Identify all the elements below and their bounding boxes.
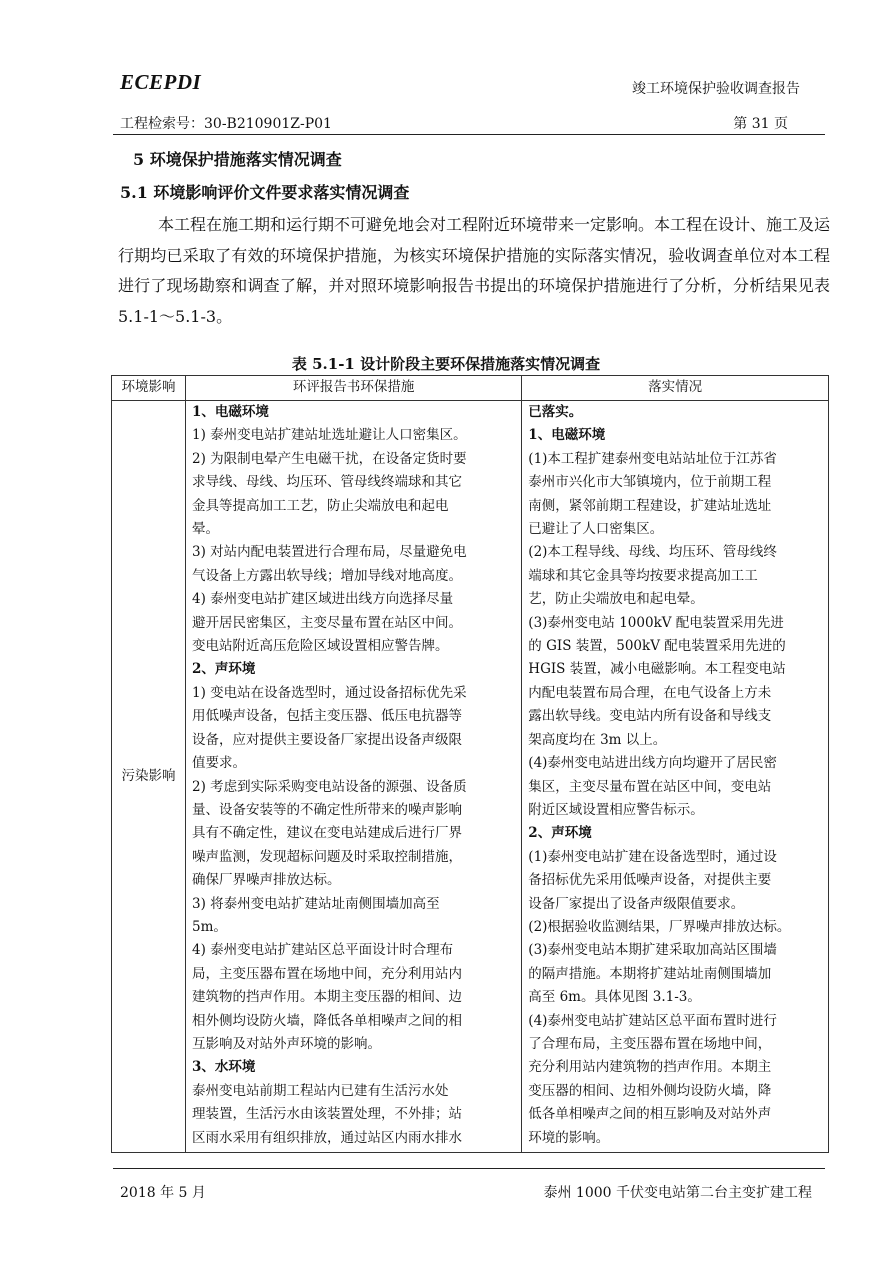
status-line: 设备厂家提出了设备声级限值要求。 [528, 895, 745, 912]
measure-line: 2) 为限制电晕产生电磁干扰，在设备定货时要 [192, 450, 467, 467]
section-heading: 5 环境保护措施落实情况调查 [133, 150, 342, 169]
status-line: 1、电磁环境 [528, 427, 606, 444]
status-line: (4)泰州变电站进出线方向均避开了居民密 [528, 755, 777, 772]
intro-paragraph: 本工程在施工期和运行期不可避免地会对工程附近环境带来一定影响。本工程在设计、施工及运行期均已采取了有效的环境保护措施，为核实环境保护措施的实际落实情况，验收调查单位对本工程进行了现场勘察和调查了解，并对照环境影响报告书提出的环境保护措施进行了分析，分析结果见表 5.1-1～5.1-3。 [118, 215, 831, 326]
measure-line: 1) 变电站在设备选型时，通过设备招标优先采 [192, 684, 467, 701]
subsection-heading: 5.1 环境影响评价文件要求落实情况调查 [120, 183, 410, 202]
measure-line: 避开居民密集区，主变尽量布置在站区中间。 [192, 614, 463, 631]
company-logo: ECEPDI [120, 70, 202, 94]
header-measures: 环评报告书环保措施 [186, 376, 522, 401]
table-caption: 表 5.1-1 设计阶段主要环保措施落实情况调查 [291, 355, 601, 373]
footer-project-name: 泰州 1000 千伏变电站第二台主变扩建工程 [543, 1185, 812, 1201]
status-line: 充分利用站内建筑物的挡声作用。本期主 [528, 1059, 772, 1076]
measure-line: 用低噪声设备，包括主变压器、低压电抗器等 [192, 708, 463, 725]
status-line: 已避让了人口密集区。 [528, 521, 664, 538]
measure-line: 相外侧均设防火墙，降低各单相噪声之间的相 [192, 1012, 463, 1029]
measure-line: 2、声环境 [192, 661, 256, 678]
measure-line: 2) 考虑到实际采购变电站设备的源强、设备质 [192, 778, 467, 795]
measure-line: 3、水环境 [192, 1059, 256, 1076]
footer-date: 2018 年 5 月 [120, 1185, 206, 1201]
measures-table [111, 375, 829, 1153]
status-line: 备招标优先采用低噪声设备，对提供主要 [528, 872, 772, 889]
page-number: 第 31 页 [733, 116, 788, 132]
measure-line: 变电站附近高压危险区域设置相应警告牌。 [192, 638, 449, 655]
status-line: 泰州市兴化市大邹镇境内，位于前期工程 [528, 474, 772, 491]
status-line: 露出软导线。变电站内所有设备和导线支 [528, 708, 772, 725]
status-line: 的隔声措施。本期将扩建站址南侧围墙加 [528, 965, 772, 982]
measure-line: 求导线、母线、均压环、管母线终端球和其它 [192, 474, 463, 491]
status-line: (2)本工程导线、母线、均压环、管母线终 [528, 544, 777, 561]
header-divider [113, 134, 825, 135]
measure-line: 3) 将泰州变电站扩建站址南侧围墙加高至 [192, 895, 440, 912]
status-line: 已落实。 [528, 404, 583, 420]
table-header-row [112, 376, 829, 401]
measure-line: 噪声监测，发现超标问题及时采取控制措施， [192, 848, 463, 865]
measure-line: 金具等提高加工工艺，防止尖端放电和起电 [192, 497, 449, 514]
impact-category: 污染影响 [112, 401, 186, 1153]
status-line: 2、声环境 [528, 825, 592, 842]
measure-line: 理装置，生活污水由该装置处理，不外排；站 [192, 1106, 463, 1123]
measure-line: 5m。 [192, 918, 227, 935]
measure-line: 建筑物的挡声作用。本期主变压器的相间、边 [192, 989, 463, 1006]
status-line: 变压器的相间、边相外侧均设防火墙，降 [528, 1082, 772, 1099]
measures-cell [186, 401, 522, 1153]
status-line: (1)本工程扩建泰州变电站站址位于江苏省 [528, 450, 777, 467]
status-line: 端球和其它金具等均按要求提高加工工 [528, 567, 758, 584]
status-line: 架高度均在 3m 以上。 [528, 731, 667, 748]
document-title: 竣工环境保护验收调查报告 [632, 81, 800, 97]
status-line: 低各单相噪声之间的相互影响及对站外声 [528, 1106, 772, 1123]
measure-line: 局，主变压器布置在场地中间，充分利用站内 [192, 965, 463, 982]
measure-line: 量、设备安装等的不确定性所带来的噪声影响 [192, 801, 463, 818]
status-line: 的 GIS 装置，500kV 配电装置采用先进的 [528, 638, 786, 655]
status-line: 高至 6m。具体见图 3.1-3。 [528, 989, 701, 1006]
measure-line: 1) 泰州变电站扩建站址选址避让人口密集区。 [192, 427, 467, 444]
measure-line: 具有不确定性，建议在变电站建成后进行厂界 [192, 825, 463, 842]
status-line: HGIS 装置，减小电磁影响。本工程变电站 [528, 661, 786, 678]
table-row [112, 401, 829, 1153]
measure-line: 值要求。 [192, 755, 247, 772]
status-line: (2)根据验收监测结果，厂界噪声排放达标。 [528, 918, 791, 935]
measure-line: 泰州变电站前期工程站内已建有生活污水处 [192, 1082, 449, 1099]
status-line: 环境的影响。 [528, 1129, 610, 1146]
footer-divider [113, 1168, 825, 1169]
status-line: (1)泰州变电站扩建在设备选型时，通过设 [528, 848, 777, 865]
measure-line: 1、电磁环境 [192, 404, 269, 420]
status-line: 南侧，紧邻前期工程建设，扩建站址选址 [528, 497, 772, 514]
project-id: 工程检索号：30-B210901Z-P01 [120, 116, 332, 132]
measure-line: 3) 对站内配电装置进行合理布局，尽量避免电 [192, 544, 467, 561]
header-status: 落实情况 [522, 376, 829, 401]
measure-line: 互影响及对站外声环境的影响。 [192, 1035, 382, 1052]
status-line: 了合理布局，主变压器布置在场地中间， [528, 1035, 772, 1052]
status-line: (3)泰州变电站本期扩建采取加高站区围墙 [528, 942, 777, 959]
status-line: 艺，防止尖端放电和起电晕。 [528, 591, 704, 608]
measure-line: 区雨水采用有组织排放，通过站区内雨水排水 [192, 1129, 463, 1146]
status-line: 内配电装置布局合理，在电气设备上方未 [528, 684, 772, 701]
status-line: 附近区域设置相应警告标示。 [528, 801, 704, 818]
measure-line: 4) 泰州变电站扩建区域进出线方向选择尽量 [192, 591, 454, 608]
status-line: (4)泰州变电站扩建站区总平面布置时进行 [528, 1012, 777, 1029]
measure-line: 设备，应对提供主要设备厂家提出设备声级限 [192, 731, 463, 748]
measure-line: 气设备上方露出软导线；增加导线对地高度。 [192, 567, 463, 584]
measure-line: 4) 泰州变电站扩建站区总平面设计时合理布 [192, 942, 454, 959]
status-line: (3)泰州变电站 1000kV 配电装置采用先进 [528, 614, 784, 631]
header-impact: 环境影响 [112, 376, 186, 401]
measure-line: 晕。 [192, 521, 220, 538]
status-line: 集区，主变尽量布置在站区中间，变电站 [528, 778, 772, 795]
status-cell [522, 401, 829, 1153]
measure-line: 确保厂界噪声排放达标。 [192, 872, 341, 889]
